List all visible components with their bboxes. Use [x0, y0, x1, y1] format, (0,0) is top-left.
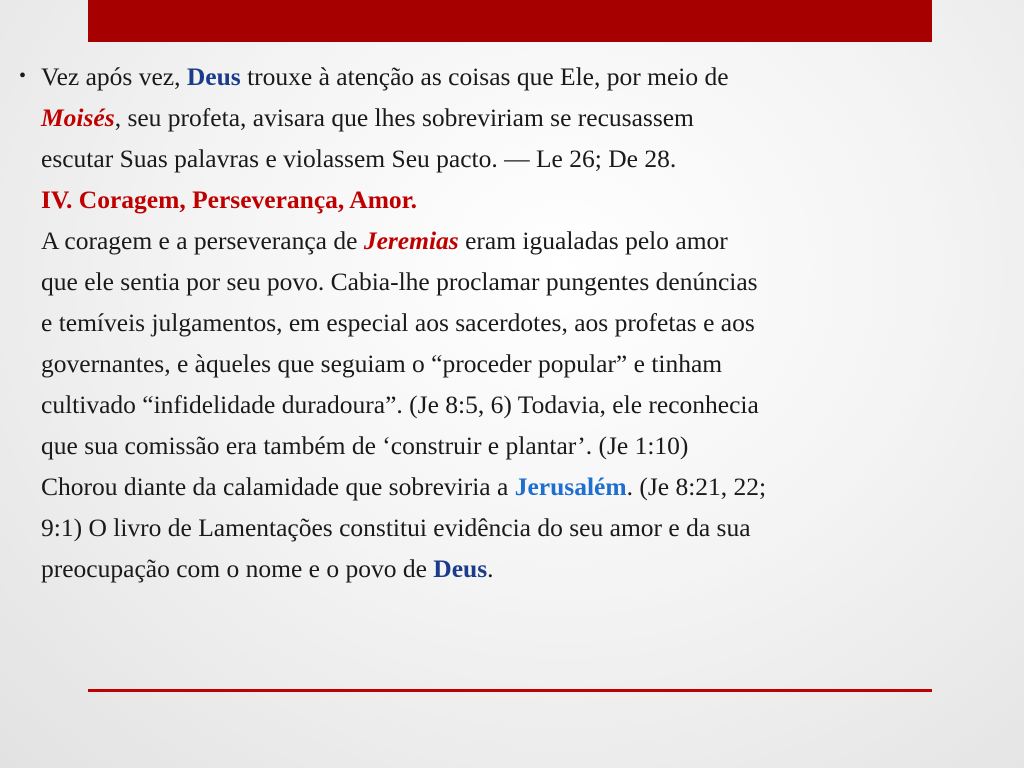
text-line-10: que sua comissão era também de ‘construir e plantar’. (Je 1:10)	[41, 431, 689, 460]
text-line-12: 9:1) O livro de Lamentações constitui evidência do seu amor e da sua	[41, 513, 751, 542]
slide-body	[16, 56, 1016, 589]
text-line-6: que ele sentia por seu povo. Cabia-lhe proclamar pungentes denúncias	[41, 267, 758, 296]
keyword-moises: Moisés	[41, 103, 115, 132]
section-heading: IV. Coragem, Perseverança, Amor.	[41, 185, 418, 214]
text-line-13: preocupação com o nome e o povo de Deus.	[41, 554, 494, 583]
text-line-2: Moisés, seu profeta, avisara que lhes sobreviriam se recusassem	[41, 103, 694, 132]
keyword-jeremias: Jeremias	[363, 226, 459, 255]
paragraph-text	[41, 56, 1016, 589]
text-line-9: cultivado “infidelidade duradoura”. (Je 8:5, 6) Todavia, ele reconhecia	[41, 390, 759, 419]
bottom-divider-line	[88, 689, 932, 692]
text-line-8: governantes, e àqueles que seguiam o “proceder popular” e tinham	[41, 349, 723, 378]
top-decorative-bar	[88, 0, 932, 42]
keyword-deus: Deus	[186, 62, 241, 91]
keyword-deus-2: Deus	[433, 554, 488, 583]
text-line-11: Chorou diante da calamidade que sobreviria a Jerusalém. (Je 8:21, 22;	[41, 472, 767, 501]
bullet-dot-icon: •	[19, 65, 27, 87]
text-line-7: e temíveis julgamentos, em especial aos sacerdotes, aos profetas e aos	[41, 308, 755, 337]
bullet-paragraph	[16, 56, 1016, 589]
keyword-jerusalem: Jerusalém	[514, 472, 627, 501]
text-line-1: Vez após vez, Deus trouxe à atenção as coisas que Ele, por meio de	[41, 62, 729, 91]
text-line-5: A coragem e a perseverança de Jeremias eram igualadas pelo amor	[41, 226, 728, 255]
text-line-3: escutar Suas palavras e violassem Seu pacto. — Le 26; De 28.	[41, 144, 677, 173]
